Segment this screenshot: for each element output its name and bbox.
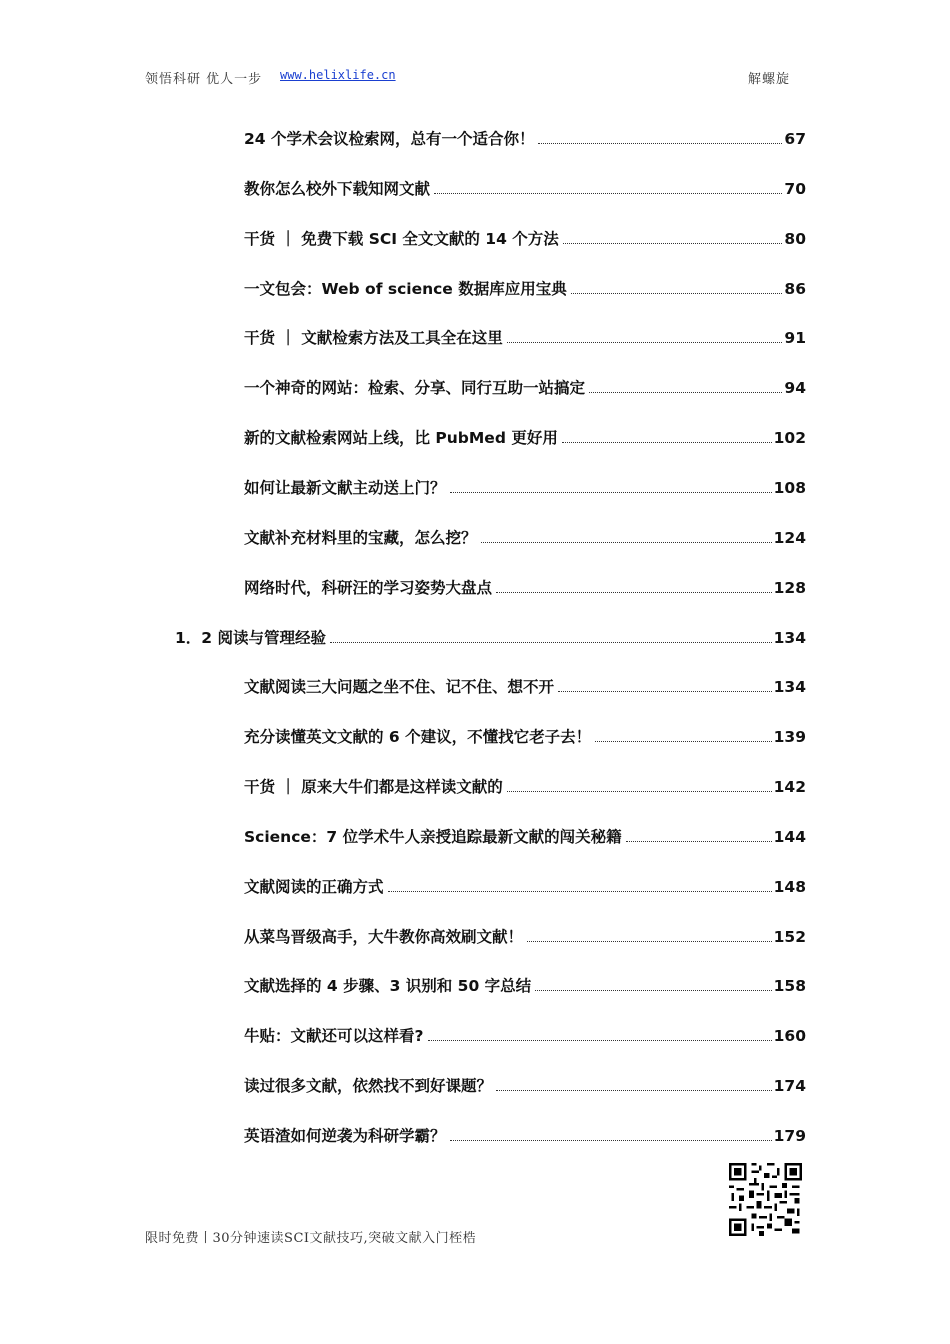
- toc-entry-page-number: 80: [784, 229, 806, 248]
- toc-dot-leader: [538, 143, 782, 144]
- toc-dot-leader: [589, 392, 782, 393]
- toc-entry-page-number: 142: [773, 778, 806, 797]
- toc-dot-leader: [527, 941, 772, 942]
- toc-dot-leader: [450, 492, 772, 493]
- toc-entry-page-number: 144: [773, 827, 806, 846]
- toc-entry[interactable]: [244, 576, 806, 602]
- toc-entry[interactable]: [244, 675, 806, 701]
- toc-entry[interactable]: [244, 277, 806, 303]
- toc-dot-leader: [563, 243, 783, 244]
- toc-entry[interactable]: [244, 775, 806, 801]
- toc-entry[interactable]: [244, 925, 806, 951]
- toc-entry[interactable]: [244, 326, 806, 352]
- toc-entry-page-number: 70: [784, 179, 806, 198]
- toc-entry-title: 牛贴：文献还可以这样看?: [244, 1027, 424, 1046]
- toc-entry-page-number: 94: [784, 379, 806, 398]
- toc-dot-leader: [562, 442, 772, 443]
- toc-entry-title: 充分读懂英文文献的 6 个建议，不懂找它老子去！: [244, 728, 592, 747]
- qr-code-icon[interactable]: [729, 1163, 802, 1236]
- toc-entry[interactable]: [244, 227, 806, 253]
- toc-entry[interactable]: [244, 526, 806, 552]
- toc-entry-page-number: 108: [773, 478, 806, 497]
- toc-entry-title: 1．2 阅读与管理经验: [175, 628, 326, 647]
- toc-dot-leader: [434, 193, 782, 194]
- toc-entry-title: 文献阅读的正确方式: [244, 877, 384, 896]
- toc-entry[interactable]: [244, 1024, 806, 1050]
- toc-entry-title: 文献选择的 4 步骤、3 识别和 50 字总结: [244, 977, 532, 996]
- toc-dot-leader: [496, 592, 772, 593]
- toc-entry-page-number: 67: [784, 130, 806, 148]
- toc-dot-leader: [507, 791, 772, 792]
- toc-entry-page-number: 102: [773, 429, 806, 448]
- toc-entry-page-number: 160: [773, 1027, 806, 1046]
- toc-entry-page-number: 152: [773, 927, 806, 946]
- toc-dot-leader: [450, 1140, 772, 1141]
- toc-entry[interactable]: [244, 875, 806, 901]
- toc-entry-page-number: 158: [773, 977, 806, 996]
- header-brand: 解螺旋: [747, 72, 790, 87]
- toc-dot-leader: [388, 891, 772, 892]
- toc-entry[interactable]: [244, 127, 806, 153]
- toc-entry-title: 新的文献检索网站上线，比 PubMed 更好用: [244, 429, 558, 448]
- toc-entry-title: 网络时代，科研汪的学习姿势大盘点: [244, 578, 493, 597]
- toc-entry-title: 一个神奇的网站：检索、分享、同行互助一站搞定: [244, 379, 586, 398]
- toc-dot-leader: [507, 342, 783, 343]
- toc-entry-title: 一文包会：Web of science 数据库应用宝典: [244, 279, 567, 298]
- toc-entry[interactable]: [244, 725, 806, 751]
- toc-entry-page-number: 148: [773, 877, 806, 896]
- toc-entry-page-number: 91: [784, 329, 806, 348]
- toc-dot-leader: [428, 1040, 772, 1041]
- toc-dot-leader: [558, 691, 772, 692]
- toc-dot-leader: [481, 542, 772, 543]
- toc-entry-page-number: 179: [773, 1127, 806, 1145]
- toc-entry-title: 24 个学术会议检索网，总有一个适合你！: [244, 130, 535, 148]
- toc-entry-page-number: 174: [773, 1077, 806, 1096]
- header-website-link[interactable]: www.helixlife.cn: [280, 68, 396, 82]
- toc-entry-title: 干货 ｜ 免费下载 SCI 全文文献的 14 个方法: [244, 229, 559, 248]
- toc-entry[interactable]: [244, 177, 806, 203]
- toc-entry[interactable]: [244, 974, 806, 1000]
- toc-entry-page-number: 128: [773, 578, 806, 597]
- toc-entry[interactable]: [175, 626, 806, 652]
- header-slogan: 领悟科研 优人一步: [145, 72, 263, 87]
- toc-entry-title: 教你怎么校外下载知网文献: [244, 179, 431, 198]
- toc-dot-leader: [571, 293, 783, 294]
- page-header: [145, 68, 795, 88]
- toc-dot-leader: [535, 990, 772, 991]
- toc-entry[interactable]: [244, 1074, 806, 1100]
- toc-dot-leader: [496, 1090, 772, 1091]
- toc-dot-leader: [626, 841, 772, 842]
- toc-entry[interactable]: [244, 1124, 806, 1150]
- toc-entry-page-number: 124: [773, 528, 806, 547]
- toc-entry[interactable]: [244, 476, 806, 502]
- toc-entry-title: 从菜鸟晋级高手，大牛教你高效刷文献！: [244, 927, 524, 946]
- toc-entry-page-number: 86: [784, 279, 806, 298]
- toc-entry-page-number: 134: [773, 628, 806, 647]
- toc-dot-leader: [330, 642, 772, 643]
- toc-entry[interactable]: [244, 426, 806, 452]
- footer-promo: 限时免费丨30分钟速读SCI文献技巧,突破文献入门桎梏: [145, 1231, 477, 1246]
- toc-entry-title: 英语渣如何逆袭为科研学霸？: [244, 1127, 446, 1145]
- toc-entry-title: 干货 ｜ 原来大牛们都是这样读文献的: [244, 778, 503, 797]
- toc-entry-page-number: 134: [773, 678, 806, 697]
- toc-dot-leader: [595, 741, 772, 742]
- toc-entry[interactable]: [244, 825, 806, 851]
- toc-entry-title: 如何让最新文献主动送上门？: [244, 478, 446, 497]
- toc-entry-title: 文献补充材料里的宝藏，怎么挖？: [244, 528, 477, 547]
- toc-entry-title: 干货 ｜ 文献检索方法及工具全在这里: [244, 329, 503, 348]
- toc-entry-page-number: 139: [773, 728, 806, 747]
- toc-entry[interactable]: [244, 376, 806, 402]
- toc-entry-title: 文献阅读三大问题之坐不住、记不住、想不开: [244, 678, 555, 697]
- toc-entry-title: Science：7 位学术牛人亲授追踪最新文献的闯关秘籍: [244, 827, 622, 846]
- toc-entry-title: 读过很多文献，依然找不到好课题？: [244, 1077, 493, 1096]
